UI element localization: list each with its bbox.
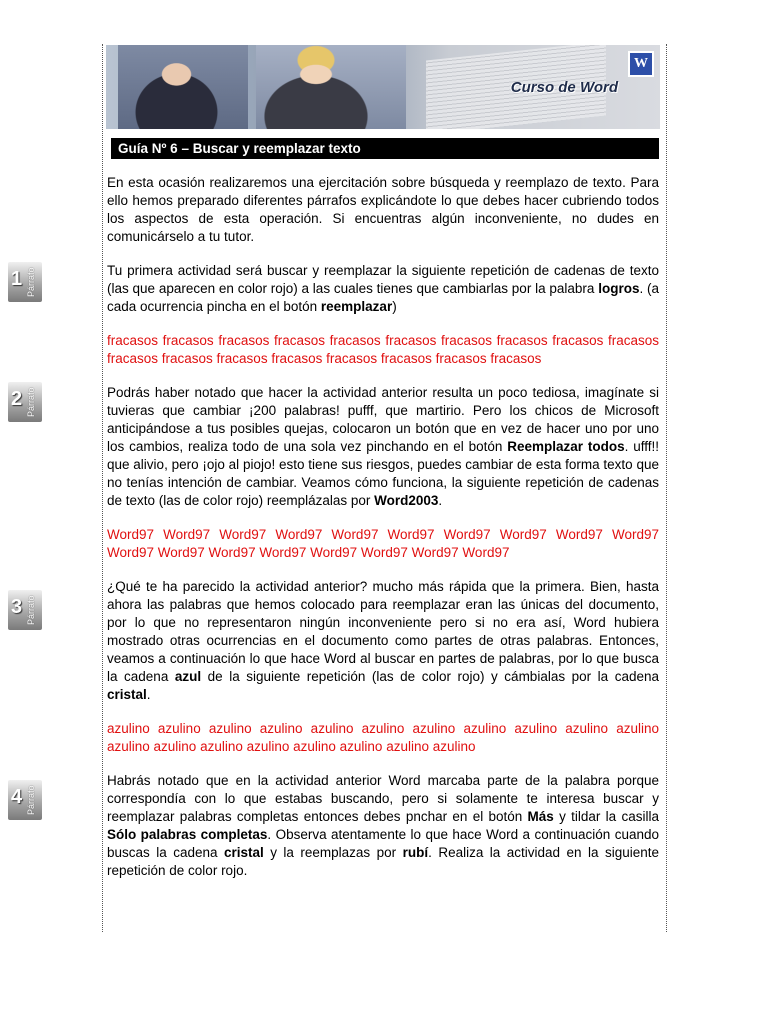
paragraph-tab-1 [8, 262, 42, 302]
paragraph-tab-4 [8, 780, 42, 820]
exercise-text-3: azulino azulino azulino azulino azulino azulino azulino azulino azulino azulino azulino azulino azulino azulino azulino azulino azulino azulino azulino [107, 721, 659, 754]
paragraph-4: Habrás notado que en la actividad anterior Word marcaba parte de la palabra porque correspondía con lo que estabas buscando, pero si solamente te interesa buscar y reemplazar palabras completas entonces debes pnchar en el botón Más y tildar la casilla Sólo palabras completas. Observa atentamente lo que hace Word a continuación cuando buscas la cadena cristal y la reemplazas por rubí. Realiza la actividad en la siguiente repetición de color rojo. [107, 773, 659, 878]
word-logo-icon: W [628, 51, 654, 77]
exercise-text-2: Word97 Word97 Word97 Word97 Word97 Word97 Word97 Word97 Word97 Word97 Word97 Word97 Word97 Word97 Word97 Word97 Word97 Word97 [107, 527, 659, 560]
paragraph-tab-label: Párrafo [26, 785, 36, 815]
paragraph-tab-label: Párrafo [26, 595, 36, 625]
paragraph-tab-number: 2 [11, 388, 23, 410]
paragraph-1: Tu primera actividad será buscar y reemplazar la siguiente repetición de cadenas de texto (las que aparecen en color rojo) a las cuales tienes que cambiarlas por la palabra logros. (a cada ocurrencia pincha en el botón reemplazar) [107, 263, 660, 314]
intro-paragraph: En esta ocasión realizaremos una ejercitación sobre búsqueda y reemplazo de texto. Para ello hemos preparado diferentes párrafos explicándote lo que debes hacer cubriendo todos los aspectos de esta operación. Si encuentras algún inconveniente, no dudes en comunicárselo a tu tutor. [107, 175, 659, 244]
banner-title: Curso de Word [510, 79, 618, 96]
page-left-border [102, 44, 103, 932]
banner-photo-woman-1 [118, 45, 248, 129]
paragraph-tab-label: Párrafo [26, 387, 36, 417]
paragraph-tab-number: 3 [11, 596, 23, 618]
guide-heading: Guía Nº 6 – Buscar y reemplazar texto [111, 138, 659, 159]
page-right-border [666, 44, 667, 932]
paragraph-tab-number: 1 [11, 268, 23, 290]
document-body [107, 174, 659, 896]
exercise-text-1: fracasos fracasos fracasos fracasos fracasos fracasos fracasos fracasos fracasos fracasos fracasos fracasos fracasos fracasos fracasos fracasos fracasos fracasos [107, 333, 659, 366]
paragraph-tab-number: 4 [11, 786, 23, 808]
paragraph-2: Podrás haber notado que hacer la actividad anterior resulta un poco tediosa, imagínate si tuvieras que cambiar ¡200 palabras! pufff, que martirio. Pero los chicos de Microsoft anticipándose a tus posibles quejas, colocaron un botón que en vez de hacer uno por uno los cambios, realiza todo de una sola vez pinchando en el botón Reemplazar todos. ufff!! que alivio, pero ¡ojo al piojo! esto tiene sus riesgos, puedes cambiar de esta forma texto que no tenías intención de cambiar. Veamos cómo funciona, la siguiente repetición de cadenas de texto (las de color rojo) reemplázalas por Word2003. [107, 385, 659, 508]
banner-photo-woman-2 [256, 45, 406, 129]
paragraph-tab-2 [8, 382, 42, 422]
paragraph-3: ¿Qué te ha parecido la actividad anterior? mucho más rápida que la primera. Bien, hasta ahora las palabras que hemos colocado para reemplazar eran las únicas del documento, por lo que no representaron ningún inconveniente pero si no era así, Word hubiera mostrado otras ocurrencias en el documento como partes de otras palabras. Entonces, veamos a continuación lo que hace Word al buscar en partes de palabras, por lo que busca la cadena azul de la siguiente repetición (las de color rojo) y cámbialas por la cadena cristal. [107, 579, 659, 702]
paragraph-tab-3 [8, 590, 42, 630]
course-banner [106, 45, 660, 129]
paragraph-tab-label: Párrafo [26, 267, 36, 297]
